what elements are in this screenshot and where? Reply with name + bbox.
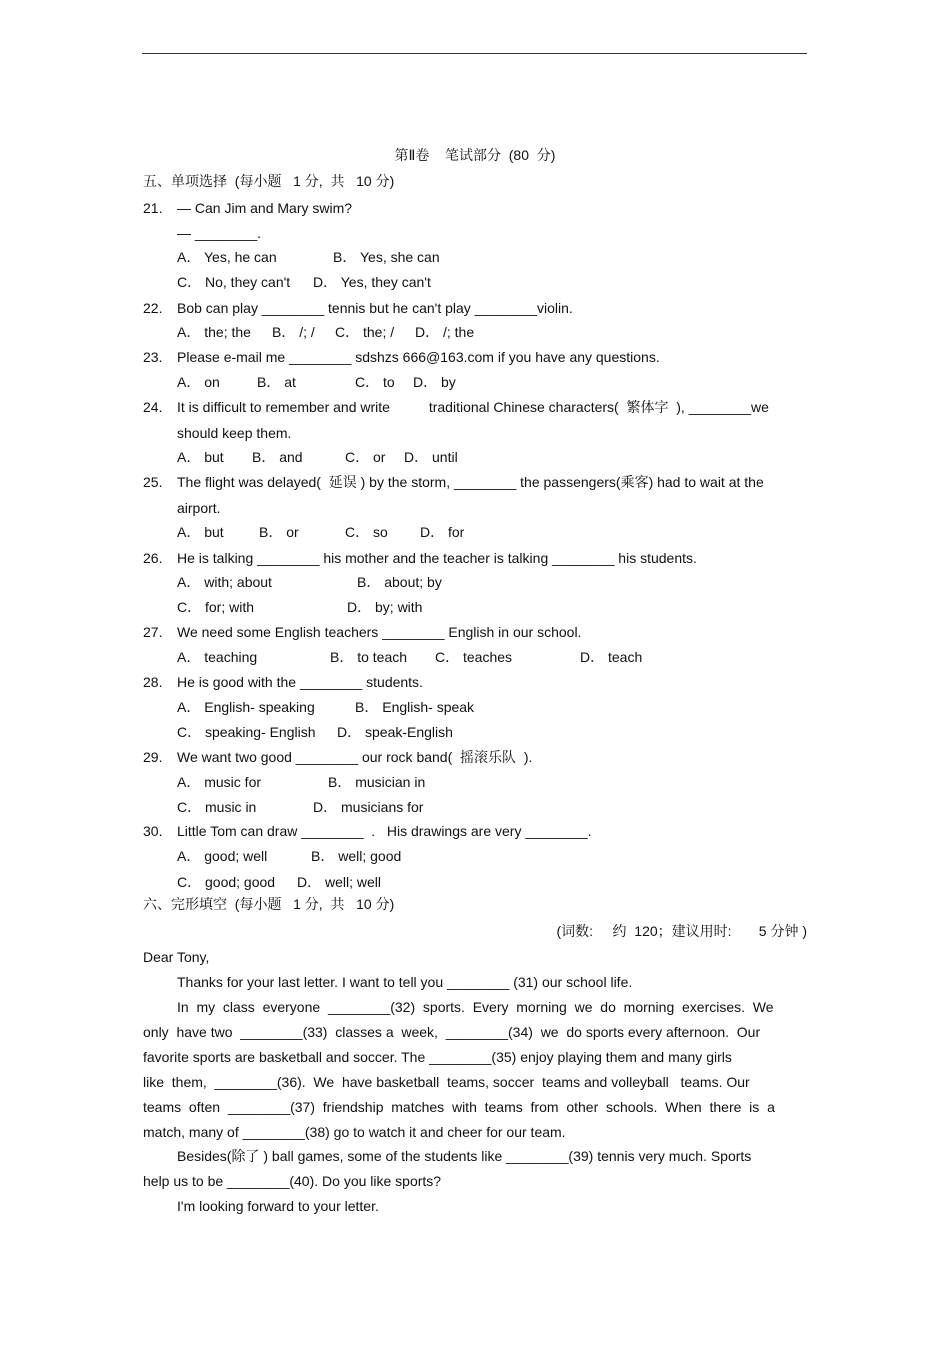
option-c: C． No, they can't [177,274,291,290]
option-c: C． good; good [177,874,276,890]
part5-heading: 五、单项选择 (每小题 1 分, 共 10 分) [143,173,395,189]
option-d: D． well; well [297,874,382,890]
option-c: C． or [345,449,386,465]
option-a: A． good; well [177,848,268,864]
letter-salutation: Dear Tony, [143,949,210,965]
question-text: The flight was delayed( 延误 ) by the storm, ________ the passengers(乘客) had to wait at the [177,474,764,490]
option-c: C． speaking- English [177,724,316,740]
option-d: D． /; the [415,324,475,340]
question-number: 30. [143,823,163,839]
question-number: 24. [143,399,163,415]
option-a: A． the; the [177,324,251,340]
question-number: 23. [143,349,163,365]
passage-line: Besides(除了 ) ball games, some of the students like ________(39) tennis very much. Sports [177,1148,752,1164]
option-a: A． music for [177,774,262,790]
option-c: C． so [345,524,388,540]
passage-line: only have two ________(33) classes a week, ________(34) we do sports every afternoon. Our [143,1024,761,1040]
option-b: B． at [257,374,296,390]
question-text: — Can Jim and Mary swim? [177,200,353,216]
header-rule [142,53,807,54]
option-b: B． Yes, she can [333,249,440,265]
question-number: 29. [143,749,163,765]
option-c: C． for; with [177,599,255,615]
question-text: We need some English teachers ________ English in our school. [177,624,582,640]
option-b: B． to teach [330,649,408,665]
option-a: A． teaching [177,649,258,665]
question-text: should keep them. [177,425,292,441]
question-text: He is good with the ________ students. [177,674,423,690]
passage-line: favorite sports are basketball and soccer. The ________(35) enjoy playing them and many girls [143,1049,732,1065]
question-number: 27. [143,624,163,640]
option-a: A． English- speaking [177,699,315,715]
option-b: B． about; by [357,574,442,590]
option-d: D． until [404,449,458,465]
option-d: D． by; with [347,599,423,615]
question-text: We want two good ________ our rock band( 摇滚乐队 ). [177,749,533,765]
section-title: 第Ⅱ卷 笔试部分 (80 分) [394,147,556,163]
question-text: He is talking ________ his mother and the teacher is talking ________ his students. [177,550,697,566]
question-text: airport. [177,500,221,516]
passage-line: In my class everyone ________(32) sports. Every morning we do morning exercises. We [177,999,774,1015]
question-text: Little Tom can draw ________ . His drawings are very ________. [177,823,592,839]
question-text: It is difficult to remember and write traditional Chinese characters( 繁体字 ), ________we [177,399,769,415]
option-a: A． with; about [177,574,272,590]
option-d: D． for [420,524,465,540]
option-b: B． or [259,524,299,540]
passage-line: like them, ________(36). We have basketball teams, soccer teams and volleyball teams. Our [143,1074,750,1090]
option-a: A． on [177,374,220,390]
question-number: 22. [143,300,163,316]
option-b: B． well; good [311,848,402,864]
option-d: D． Yes, they can't [313,274,431,290]
question-text: Please e-mail me ________ sdshzs 666@163.com if you have any questions. [177,349,660,365]
option-c: C． the; / [335,324,395,340]
question-number: 28. [143,674,163,690]
word-count-note: (词数: 约 120；建议用时: 5 分钟 ) [556,923,807,939]
option-a: A． but [177,524,224,540]
option-c: C． to [355,374,395,390]
passage-line: I'm looking forward to your letter. [177,1198,379,1214]
option-b: B． musician in [328,774,426,790]
question-text: — ________. [177,225,262,241]
question-number: 25. [143,474,163,490]
passage-line: match, many of ________(38) go to watch it and cheer for our team. [143,1124,566,1140]
option-c: C． music in [177,799,257,815]
question-text: Bob can play ________ tennis but he can't play ________violin. [177,300,573,316]
option-d: D． musicians for [313,799,424,815]
option-b: B． /; / [272,324,315,340]
passage-line: help us to be ________(40). Do you like sports? [143,1173,442,1189]
question-number: 21. [143,200,163,216]
part6-heading: 六、完形填空 (每小题 1 分, 共 10 分) [143,896,395,912]
option-c: C． teaches [435,649,513,665]
option-a: A． Yes, he can [177,249,277,265]
option-a: A． but [177,449,224,465]
option-b: B． English- speak [355,699,475,715]
question-number: 26. [143,550,163,566]
option-d: D． speak-English [337,724,453,740]
passage-line: teams often ________(37) friendship matches with teams from other schools. When there is a [143,1099,775,1115]
passage-line: Thanks for your last letter. I want to tell you ________ (31) our school life. [177,974,633,990]
option-b: B． and [252,449,303,465]
option-d: D． teach [580,649,643,665]
option-d: D． by [413,374,456,390]
